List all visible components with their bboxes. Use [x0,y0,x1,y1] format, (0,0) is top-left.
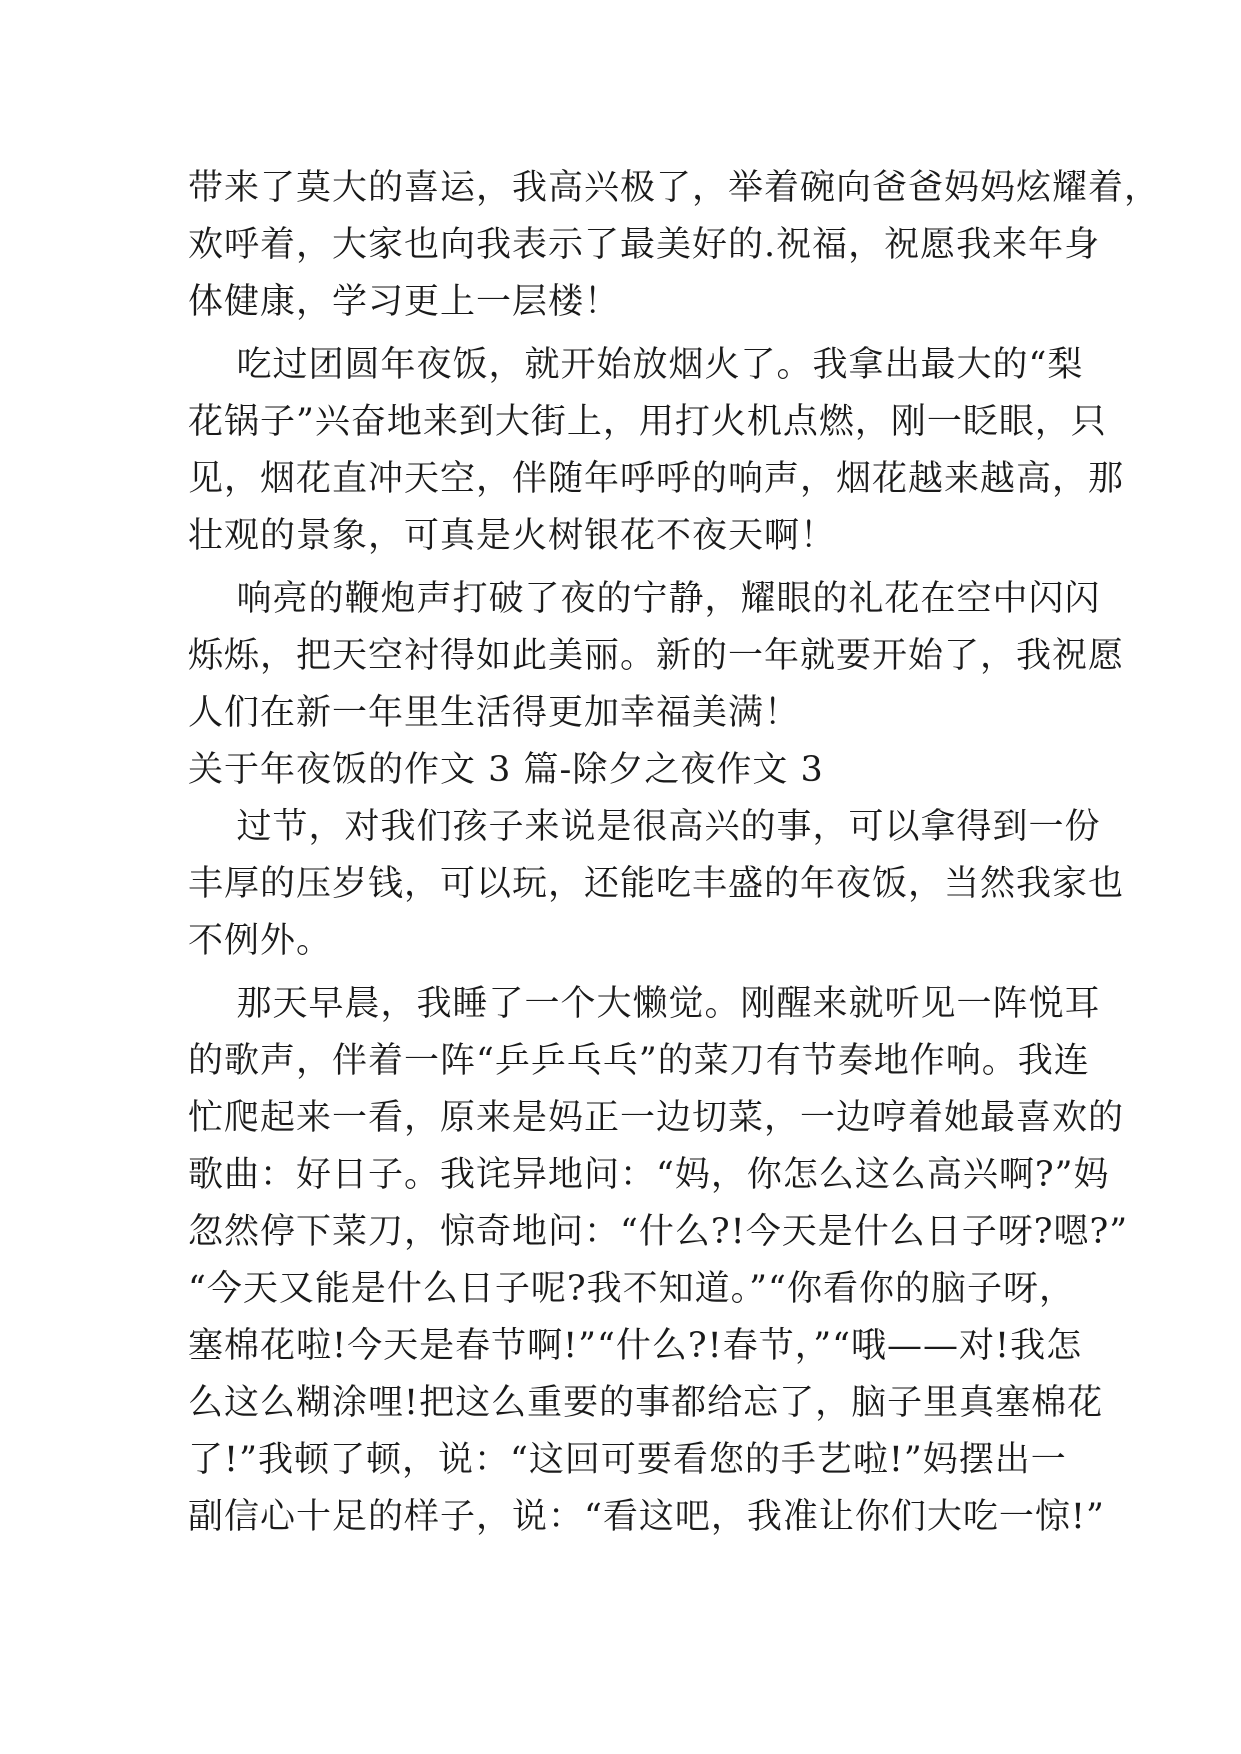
text-line: 体健康，学习更上一层楼！ [188,282,621,322]
text-line: 么这么糊涂哩!把这么重要的事都给忘了，脑子里真塞棉花 [188,1383,1104,1423]
text-line: 过节，对我们孩子来说是很高兴的事，可以拿得到一份 [188,807,1101,847]
text-line: 带来了莫大的喜运，我高兴极了，举着碗向爸爸妈妈炫耀着， [188,168,1161,208]
text-line: 欢呼着，大家也向我表示了最美好的.祝福，祝愿我来年身 [188,225,1101,265]
paragraph [188,160,1161,331]
paragraph [188,976,1129,1546]
text-line: “今天又能是什么日子呢?我不知道。”“你看你的脑子呀， [188,1269,1075,1309]
text-line: 丰厚的压岁钱，可以玩，还能吃丰盛的年夜饭，当然我家也 [188,864,1125,904]
text-line: 烁烁，把天空衬得如此美丽。新的一年就要开始了，我祝愿 [188,636,1125,676]
text-line: 人们在新一年里生活得更加幸福美满！ [188,693,801,733]
text-line: 吃过团圆年夜饭，就开始放烟火了。我拿出最大的“梨 [188,345,1084,385]
text-line: 那天早晨，我睡了一个大懒觉。刚醒来就听见一阵悦耳 [188,984,1101,1024]
text-line: 塞棉花啦!今天是春节啊!”“什么?!春节，”“哦——对!我怎 [188,1326,1083,1366]
document-body [188,160,1161,1546]
text-line: 见，烟花直冲天空，伴随年呼呼的响声，烟花越来越高，那 [188,459,1125,499]
text-line: 壮观的景象，可真是火树银花不夜天啊！ [188,516,837,556]
text-line: 了!”我顿了顿，说：“这回可要看您的手艺啦!”妈摆出一 [188,1440,1067,1480]
heading-text: 关于年夜饭的作文 3 篇-除夕之夜作文 3 [188,750,824,790]
text-line: 忙爬起来一看，原来是妈正一边切菜，一边哼着她最喜欢的 [188,1098,1125,1138]
text-line: 副信心十足的样子，说：“看这吧，我准让你们大吃一惊!” [188,1497,1105,1537]
paragraph [188,571,1125,742]
text-line: 的歌声，伴着一阵“乒乒乓乓”的菜刀有节奏地作响。我连 [188,1041,1090,1081]
text-line: 不例外。 [188,921,333,961]
paragraph [188,337,1125,565]
text-line: 忽然停下菜刀，惊奇地问：“什么?!今天是什么日子呀?嗯?” [188,1212,1129,1252]
section-heading [188,742,1068,799]
paragraph [188,799,1125,970]
text-line: 响亮的鞭炮声打破了夜的宁静，耀眼的礼花在空中闪闪 [188,579,1101,619]
text-line: 歌曲：好日子。我诧异地问：“妈，你怎么这么高兴啊?”妈 [188,1155,1110,1195]
text-line: 花锅子”兴奋地来到大街上，用打火机点燃，刚一眨眼，只 [188,402,1107,442]
